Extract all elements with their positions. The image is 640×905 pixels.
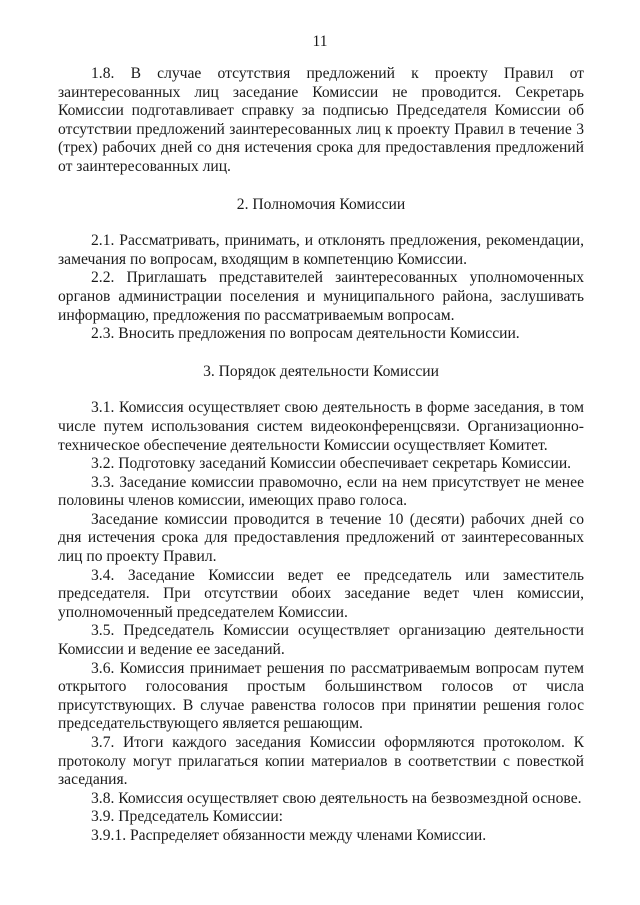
paragraph-3-9-1: 3.9.1. Распределяет обязанности между членами Комиссии. bbox=[91, 826, 487, 844]
paragraph-3-3: 3.3. Заседание комиссии правомочно, если на нем присутствует не менее половины членов комиссии, имеющих право голоса. bbox=[58, 473, 584, 510]
section-2-heading: 2. Полномочия Комиссии bbox=[236, 195, 406, 213]
paragraph-3-2: 3.2. Подготовку заседаний Комиссии обеспечивает секретарь Комиссии. bbox=[91, 455, 572, 473]
paragraph-3-4: 3.4. Заседание Комиссии ведет ее председатель или заместитель председателя. При отсутствии обоих заседание ведет член комиссии, уполномоченный председателем Комиссии. bbox=[58, 566, 584, 621]
paragraph-2-2: 2.2. Приглашать представителей заинтересованных уполномоченных органов администрации поселения и муниципального района, заслушивать информацию, предложения по рассматриваемым вопросам. bbox=[58, 269, 584, 324]
paragraph-3-3-continued: Заседание комиссии проводится в течение 10 (десяти) рабочих дней со дня истечения срока для предоставления предложений от заинтересованных лиц по проекту Правил. bbox=[58, 510, 584, 566]
document-body bbox=[58, 65, 584, 846]
paragraph-3-9: 3.9. Председатель Комиссии: bbox=[91, 808, 284, 826]
paragraph-3-7: 3.7. Итоги каждого заседания Комиссии оформляются протоколом. К протоколу могут прилагаться копии материалов в соответствии с повесткой заседания. bbox=[58, 734, 584, 789]
paragraph-2-3: 2.3. Вносить предложения по вопросам деятельности Комиссии. bbox=[91, 325, 520, 343]
section-3-heading: 3. Порядок деятельности Комиссии bbox=[203, 362, 439, 380]
paragraph-3-1: 3.1. Комиссия осуществляет свою деятельность в форме заседания, в том числе путем использования систем видеоконференцсвязи. Организационно-техническое обеспечение деятельности Комиссии осуществляет Комитет. bbox=[58, 399, 584, 454]
paragraph-3-8: 3.8. Комиссия осуществляет свою деятельность на безвозмездной основе. bbox=[91, 789, 582, 807]
paragraph-3-6: 3.6. Комиссия принимает решения по рассматриваемым вопросам путем открытого голосования простым большинством голосов от числа присутствующих. В случае равенства голосов при принятии решения голос председательствующего является решающим. bbox=[58, 659, 584, 733]
paragraph-3-5: 3.5. Председатель Комиссии осуществляет организацию деятельности Комиссии и ведение ее заседаний. bbox=[58, 622, 584, 659]
page-number: 11 bbox=[312, 33, 328, 50]
paragraph-1-8: 1.8. В случае отсутствия предложений к проекту Правил от заинтересованных лиц заседание Комиссии не проводится. Секретарь Комиссии подготавливает справку за подписью Председателя Комиссии об отсутствии предложений заинтересованных лиц к проекту Правил в течение 3 (трех) рабочих дней со дня истечения срока для предоставления предложений от заинтересованных лиц. bbox=[58, 65, 584, 175]
paragraph-2-1: 2.1. Рассматривать, принимать, и отклонять предложения, рекомендации, замечания по вопросам, входящим в компетенцию Комиссии. bbox=[58, 232, 584, 268]
